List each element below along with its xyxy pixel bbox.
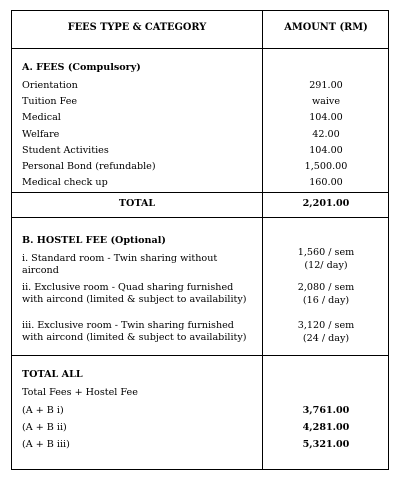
fee-amount: 104.00: [309, 145, 343, 156]
fee-label: Welfare: [22, 129, 60, 140]
total-all-amount: 5,321.00: [302, 439, 350, 450]
total-all-label: (A + B iii): [22, 439, 70, 450]
hostel-option-label: ii. Exclusive room - Quad sharing furnished with aircond (limited & subject to availability): [22, 282, 247, 305]
fee-label: Personal Bond (refundable): [22, 161, 156, 172]
fee-amount: 42.00: [312, 129, 340, 140]
fee-label: Orientation: [22, 80, 78, 91]
section-b-title: B. HOSTEL FEE (Optional): [22, 235, 166, 246]
total-all-subtitle: Total Fees + Hostel Fee: [22, 387, 138, 398]
total-all-label: (A + B i): [22, 405, 64, 416]
fee-label: Medical: [22, 112, 61, 123]
fee-amount: 291.00: [309, 80, 343, 91]
fees-table: [11, 10, 389, 470]
total-all-amount: 4,281.00: [302, 422, 350, 433]
total-all-amount: 3,761.00: [302, 405, 350, 416]
fee-label: Tuition Fee: [22, 96, 78, 107]
section-a-divider: [12, 217, 388, 218]
total-divider: [12, 192, 388, 193]
fee-amount: waive: [311, 96, 341, 107]
fee-amount: 1,500.00: [304, 161, 348, 172]
fee-label: Medical check up: [22, 177, 108, 188]
total-amount: 2,201.00: [302, 198, 350, 209]
hostel-amount-day: (16 / day): [302, 295, 350, 306]
fee-amount: 104.00: [309, 112, 343, 123]
total-all-label: (A + B ii): [22, 422, 67, 433]
header-divider: [12, 48, 388, 49]
hostel-amount-day: (24 / day): [302, 333, 350, 344]
fee-amount: 160.00: [309, 177, 343, 188]
section-a-title: A. FEES (Compulsory): [22, 62, 141, 73]
fee-label: Student Activities: [22, 145, 109, 156]
hostel-amount-sem: 1,560 / sem: [297, 247, 355, 258]
section-b-divider: [12, 355, 388, 356]
total-label: TOTAL: [118, 198, 156, 209]
total-all-title: TOTAL ALL: [22, 369, 83, 380]
hostel-amount-day: (12/ day): [304, 260, 348, 271]
header-fees-type: FEES TYPE & CATEGORY: [67, 22, 207, 33]
header-amount: AMOUNT (RM): [284, 22, 368, 33]
hostel-amount-sem: 3,120 / sem: [297, 320, 355, 331]
hostel-option-label: i. Standard room - Twin sharing without aircond: [22, 253, 218, 276]
hostel-option-label: iii. Exclusive room - Twin sharing furnished with aircond (limited & subject to availability): [22, 320, 247, 343]
hostel-amount-sem: 2,080 / sem: [297, 282, 355, 293]
